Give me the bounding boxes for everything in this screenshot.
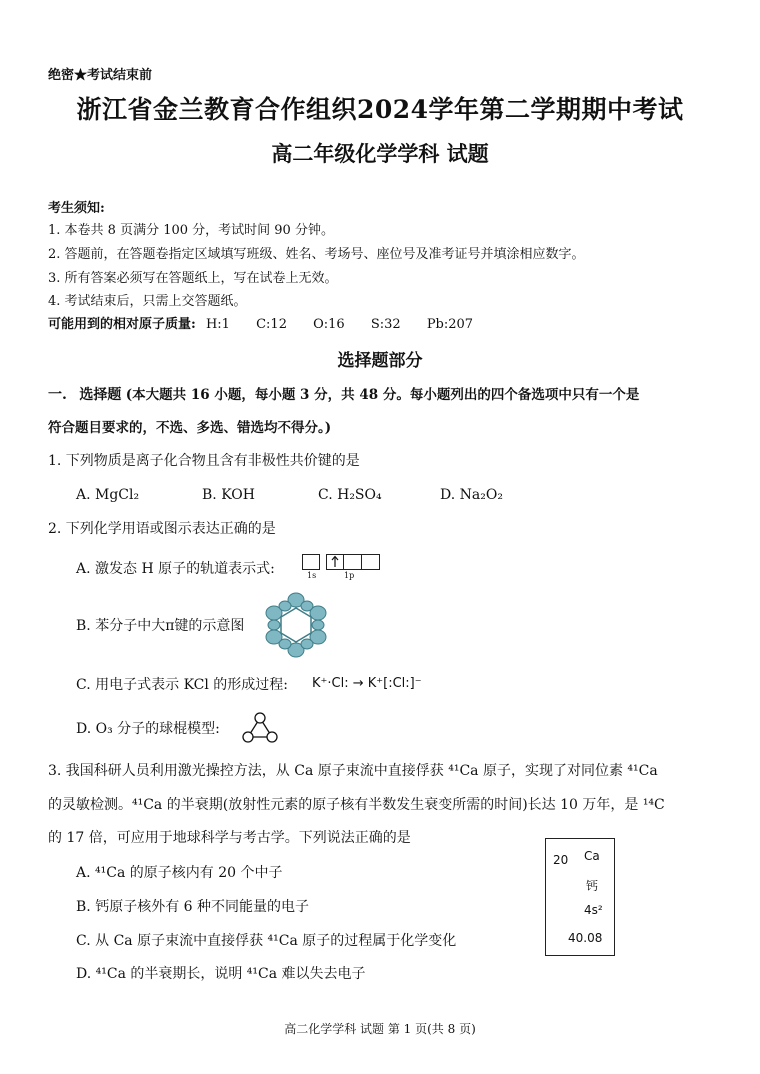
section-heading — [48, 386, 728, 404]
page-footer: 高二化学学科 试题 第 1 页(共 8 页) — [284, 1022, 476, 1036]
question-2-option-b: B. 苯分子中大π键的示意图 — [76, 618, 245, 634]
element-name: 钙 — [586, 879, 599, 893]
section-desc-cont: 符合题目要求的，不选、多选、错选均不得分。) — [48, 420, 332, 436]
orbital-1s-box — [302, 554, 320, 570]
question-2-stem: 2. 下列化学用语或图示表达正确的是 — [48, 521, 276, 537]
section-title: 选择题部分 — [337, 351, 423, 371]
section-number: 一. — [48, 387, 67, 403]
question-3-option-d: D. ⁴¹Ca 的半衰期长，说明 ⁴¹Ca 难以失去电子 — [76, 966, 366, 982]
electron-up-arrow-icon — [327, 555, 343, 569]
atomic-mass-value: 40.08 — [568, 931, 603, 945]
question-2-option-c: C. 用电子式表示 KCl 的形成过程: — [76, 677, 289, 693]
atomic-masses-row — [48, 313, 473, 332]
calcium-periodic-cell — [545, 838, 615, 956]
question-1-option-d: D. Na₂O₂ — [440, 487, 503, 503]
exam-subtitle: 高二年级化学学科 试题 — [271, 141, 489, 166]
ozone-ball-stick-icon — [240, 710, 280, 746]
question-1-option-c: C. H₂SO₄ — [318, 487, 382, 503]
question-3-line: 3. 我国科研人员利用激光操控方法，从 Ca 原子束流中直接俘获 ⁴¹Ca 原子，实现了对同位素 ⁴¹Ca — [48, 763, 658, 779]
notice-item: 2. 答题前，在答题卷指定区域填写班级、姓名、考场号、座位号及准考证号并填涂相应数字。 — [48, 247, 585, 262]
atomic-mass: C:12 — [256, 317, 287, 332]
question-1-option-b: B. KOH — [202, 487, 255, 503]
question-3-option-b: B. 钙原子核外有 6 种不同能量的电子 — [76, 899, 309, 915]
atomic-number: 20 — [553, 853, 569, 867]
orbital-1p-box — [326, 554, 380, 570]
orbital-diagram — [302, 554, 380, 580]
notice-item: 1. 本卷共 8 页满分 100 分，考试时间 90 分钟。 — [48, 223, 334, 238]
question-3-option-c: C. 从 Ca 原子束流中直接俘获 ⁴¹Ca 原子的过程属于化学变化 — [76, 933, 457, 949]
atomic-mass: Pb:207 — [426, 317, 474, 332]
kcl-electron-formula: K⁺·Cl: → K⁺[:Cl:]⁻ — [312, 676, 422, 691]
atomic-mass: H:1 — [205, 317, 230, 332]
orbital-1s-label: 1s — [307, 571, 317, 580]
notice-heading: 考生须知: — [48, 201, 105, 216]
benzene-pi-bond-icon — [262, 590, 330, 660]
notice-item: 4. 考试结束后，只需上交答题纸。 — [48, 294, 247, 309]
question-1-option-a: A. MgCl₂ — [76, 487, 140, 503]
atomic-mass: S:32 — [370, 317, 401, 332]
exam-title: 浙江省金兰教育合作组织2024学年第二学期期中考试 — [76, 95, 684, 124]
atomic-masses-label: 可能用到的相对原子质量: — [48, 317, 196, 332]
notice-item: 3. 所有答案必须写在答题纸上，写在试卷上无效。 — [48, 271, 338, 286]
section-desc: (本大题共 16 小题，每小题 3 分，共 48 分。每小题列出的四个备选项中只有一个是 — [125, 387, 640, 403]
question-3-line: 的灵敏检测。⁴¹Ca 的半衰期(放射性元素的原子核有半数发生衰变所需的时间)长达 10 万年，是 ¹⁴C — [48, 797, 665, 813]
question-2-option-d: D. O₃ 分子的球棍模型: — [76, 721, 220, 737]
atomic-mass: O:16 — [313, 317, 345, 332]
question-1-stem: 1. 下列物质是离子化合物且含有非极性共价键的是 — [48, 453, 360, 469]
question-2-option-a: A. 激发态 H 原子的轨道表示式: — [76, 561, 275, 577]
electron-config: 4s² — [584, 903, 603, 917]
question-3-option-a: A. ⁴¹Ca 的原子核内有 20 个中子 — [76, 865, 283, 881]
question-3-line: 的 17 倍，可应用于地球科学与考古学。下列说法正确的是 — [48, 830, 411, 846]
orbital-1p-label: 1p — [344, 571, 355, 580]
classification-label: 绝密★考试结束前 — [48, 68, 153, 83]
section-label: 选择题 — [79, 387, 122, 403]
element-symbol: Ca — [584, 849, 600, 863]
